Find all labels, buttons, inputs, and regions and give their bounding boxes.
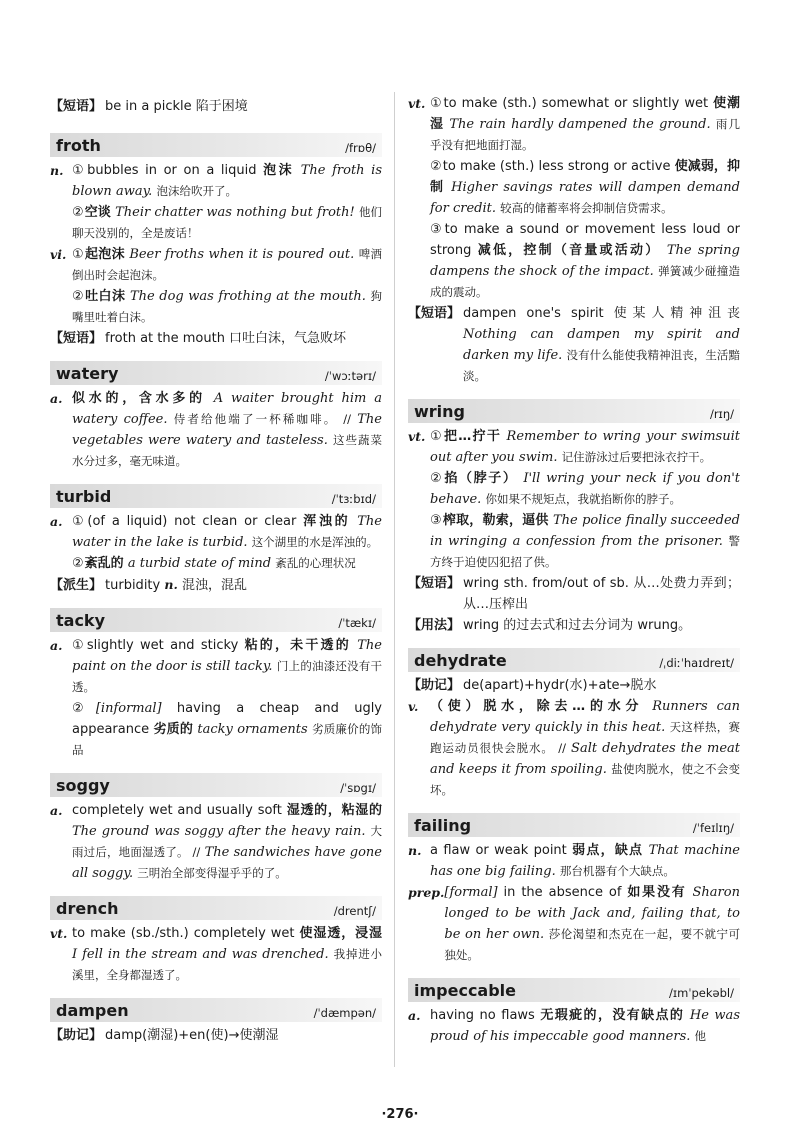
phrase-tag: 【短语】 bbox=[408, 306, 461, 321]
definition: in the absence of bbox=[503, 885, 622, 900]
chinese-gloss: 空谈 bbox=[84, 205, 111, 220]
example: The paint on the door is still tacky. bbox=[72, 638, 382, 674]
translation: 三明治全部变得湿乎乎的了。 bbox=[137, 866, 287, 880]
sense-number: ③ bbox=[430, 222, 444, 237]
chinese-gloss: 减低，控制（音量或活动） bbox=[477, 243, 661, 258]
headword-froth: froth bbox=[56, 136, 101, 155]
sense-impeccable-a bbox=[408, 1005, 740, 1047]
sense-number: ③ bbox=[430, 513, 442, 528]
derived-word: turbidity bbox=[105, 578, 161, 593]
pos-label: vi. bbox=[50, 247, 67, 262]
pos-label: a. bbox=[50, 391, 63, 406]
example: The ground was soggy after the heavy rain. bbox=[72, 824, 366, 839]
chinese-gloss: 混浊，混乱 bbox=[181, 578, 247, 593]
pos-label: n. bbox=[50, 163, 64, 178]
example: a turbid state of mind bbox=[127, 556, 272, 571]
chinese-gloss: 如果没有 bbox=[627, 885, 687, 900]
chinese-gloss: （使）脱水，除去…的水分 bbox=[430, 699, 644, 714]
translation: 这些蔬菜水分过多，毫无味道。 bbox=[72, 433, 382, 468]
chinese-gloss: 无瑕疵的，没有缺点的 bbox=[540, 1008, 685, 1023]
pronunciation-soggy: /ˈsɒgɪ/ bbox=[340, 781, 376, 795]
pos-label: a. bbox=[50, 803, 63, 818]
sense-dampen-vt bbox=[408, 93, 740, 303]
definition: having no flaws bbox=[430, 1008, 535, 1023]
entry-failing-header bbox=[408, 813, 740, 837]
phrase-text: froth at the mouth 口吐白沫，气急败坏 bbox=[105, 331, 347, 346]
headword-watery: watery bbox=[56, 364, 119, 383]
pos-label: vt. bbox=[50, 926, 68, 941]
chinese-gloss: 把…拧干 bbox=[443, 429, 502, 444]
pos-label: a. bbox=[50, 514, 63, 529]
entry-froth-header bbox=[50, 133, 382, 157]
translation: 我掉进小溪里，全身都湿透了。 bbox=[72, 947, 383, 982]
sense-turbid-a bbox=[50, 511, 382, 574]
example: Higher savings rates will dampen demand for credit. bbox=[430, 180, 740, 216]
pronunciation-failing: /ˈfeɪlɪŋ/ bbox=[692, 821, 734, 835]
translation: 没有什么能使我精神沮丧，生活黯淡。 bbox=[463, 348, 741, 383]
chinese-gloss: 吐白沫 bbox=[85, 289, 126, 304]
sense-froth-n bbox=[50, 160, 382, 244]
chinese-gloss: 使潮湿 bbox=[430, 96, 740, 132]
translation: 你如果不规矩点，我就掐断你的脖子。 bbox=[485, 492, 681, 506]
chinese-gloss: 泡沫 bbox=[263, 163, 295, 178]
translation: 天这样热，赛跑运动员很快会脱水。 // bbox=[430, 720, 741, 755]
sense-failing-prep bbox=[408, 882, 740, 966]
chinese-gloss: 似水的，含水多的 bbox=[72, 391, 206, 406]
entry-drench-header bbox=[50, 896, 382, 920]
mnemonic-tag: 【助记】 bbox=[408, 678, 461, 693]
mnemonic-dampen bbox=[50, 1025, 382, 1046]
sense-number: ① bbox=[72, 247, 84, 262]
example: The rain hardly dampened the ground. bbox=[449, 117, 711, 132]
sense-drench-vt bbox=[50, 923, 382, 986]
example: That machine has one big failing. bbox=[430, 843, 740, 879]
translation: 门上的油漆还没有干透。 bbox=[72, 659, 383, 694]
example: The water in the lake is turbid. bbox=[72, 514, 382, 550]
entry-soggy-header bbox=[50, 773, 382, 797]
chinese-gloss: 劣质的 bbox=[153, 722, 194, 737]
sense-number: ① bbox=[430, 429, 443, 444]
pronunciation-tacky: /ˈtækɪ/ bbox=[338, 616, 376, 630]
translation: 泡沫给吹开了。 bbox=[156, 184, 237, 198]
sense-number: ② bbox=[72, 556, 84, 571]
chinese-gloss: 湿透的，粘湿的 bbox=[286, 803, 382, 818]
sense-watery-a bbox=[50, 388, 382, 472]
translation: 啤酒倒出时会起泡沫。 bbox=[72, 247, 383, 282]
usage-tag: 【用法】 bbox=[408, 618, 461, 633]
definition: completely wet and usually soft bbox=[72, 803, 282, 818]
pronunciation-dampen: /ˈdæmpən/ bbox=[313, 1006, 376, 1020]
translation: 警方终于迫使囚犯招了供。 bbox=[430, 534, 741, 569]
phrase-tag: 【短语】 bbox=[50, 99, 103, 114]
example: Runners can dehydrate very quickly in this heat. bbox=[430, 699, 740, 735]
example: Their chatter was nothing but froth! bbox=[115, 205, 355, 220]
right-column bbox=[408, 86, 740, 1047]
example: Sharon longed to be with Jack and, failing that, to be on her own. bbox=[444, 885, 740, 942]
sense-soggy-a bbox=[50, 800, 382, 884]
phrase-tag: 【短语】 bbox=[50, 331, 103, 346]
example: I fell in the stream and was drenched. bbox=[72, 947, 329, 962]
mnemonic-text: damp(潮湿)+en(使)→使潮湿 bbox=[105, 1028, 279, 1043]
entry-turbid-header bbox=[50, 484, 382, 508]
headword-turbid: turbid bbox=[56, 487, 112, 506]
example: He was proud of his impeccable good manners. bbox=[430, 1008, 740, 1044]
chinese-gloss: 使湿透，浸湿 bbox=[299, 926, 382, 941]
pronunciation-dehydrate: /ˌdiːˈhaɪdreɪt/ bbox=[659, 656, 734, 670]
example: Nothing can dampen my spirit and darken my life. bbox=[463, 327, 740, 363]
pos-label: vt. bbox=[408, 429, 426, 444]
example: Remember to wring your swimsuit out after you swim. bbox=[430, 429, 740, 465]
sense-number: ② bbox=[72, 289, 85, 304]
example: Salt dehydrates the meat and keeps it from spoiling. bbox=[430, 741, 740, 777]
mnemonic-tag: 【助记】 bbox=[50, 1028, 103, 1043]
sense-froth-vi bbox=[50, 244, 382, 328]
definition: to make (sth.) less strong or active bbox=[442, 159, 671, 174]
definition: bubbles in or on a liquid bbox=[87, 163, 257, 178]
sense-dehydrate-v bbox=[408, 696, 740, 801]
translation: 紊乱的心理状况 bbox=[275, 556, 356, 570]
example: The dog was frothing at the mouth. bbox=[129, 289, 366, 304]
example: Beer froths when it is poured out. bbox=[129, 247, 355, 262]
definition: slightly wet and sticky bbox=[86, 638, 239, 653]
phrase-dampen bbox=[408, 303, 740, 387]
example: The froth is blown away. bbox=[72, 163, 382, 199]
translation: 他 bbox=[694, 1029, 707, 1043]
sense-wring-vt bbox=[408, 426, 740, 573]
translation: 莎伦渴望和杰克在一起，要不就宁可独处。 bbox=[444, 927, 740, 962]
phrase-text: wring sth. from/out of sb. 从…处费力弄到；从…压榨出 bbox=[463, 576, 740, 612]
chinese-gloss: 榨取，勒索，逼供 bbox=[442, 513, 549, 528]
headword-soggy: soggy bbox=[56, 776, 110, 795]
translation: 狗嘴里吐着白沫。 bbox=[72, 289, 383, 324]
example: The police finally succeeded in wringing a confession from the prisoner. bbox=[430, 513, 740, 549]
translation: 较高的储蓄率将会抑制信贷需求。 bbox=[500, 201, 673, 215]
pos-label: n. bbox=[408, 843, 422, 858]
example: The sandwiches have gone all soggy. bbox=[72, 845, 382, 881]
definition: a flaw or weak point bbox=[430, 843, 567, 858]
pos-label: n. bbox=[164, 577, 178, 592]
headword-dehydrate: dehydrate bbox=[414, 651, 507, 670]
column-divider bbox=[394, 92, 395, 1067]
chinese-gloss: 使减弱，抑制 bbox=[430, 159, 740, 195]
pronunciation-drench: /drentʃ/ bbox=[333, 904, 376, 918]
translation: 雨几乎没有把地面打湿。 bbox=[430, 117, 740, 152]
sense-failing-n bbox=[408, 840, 740, 882]
entry-wring-header bbox=[408, 399, 740, 423]
sense-number: ① bbox=[430, 96, 443, 111]
pronunciation-wring: /rɪŋ/ bbox=[709, 407, 734, 421]
derivation-tag: 【派生】 bbox=[50, 578, 103, 593]
mnemonic-text: de(apart)+hydr(水)+ate→脱水 bbox=[463, 678, 657, 693]
sense-number: ② bbox=[72, 205, 84, 220]
entry-dampen-header bbox=[50, 998, 382, 1022]
entry-dehydrate-header bbox=[408, 648, 740, 672]
phrase-text: dampen one's spirit 使某人精神沮丧 bbox=[463, 306, 740, 321]
translation: 盐使肉脱水，使之不会变坏。 bbox=[430, 762, 741, 797]
usage-text: wring 的过去式和过去分词为 wrung。 bbox=[463, 618, 692, 633]
definition: to make (sb./sth.) completely wet bbox=[72, 926, 295, 941]
chinese-gloss: 浑浊的 bbox=[303, 514, 351, 529]
phrase-froth bbox=[50, 328, 382, 349]
translation: 弹簧减少碰撞造成的震动。 bbox=[430, 264, 741, 299]
usage-wring bbox=[408, 615, 740, 636]
headword-drench: drench bbox=[56, 899, 119, 918]
translation: 记住游泳过后要把泳衣拧干。 bbox=[561, 450, 712, 464]
entry-tacky-header bbox=[50, 608, 382, 632]
entry-impeccable-header bbox=[408, 978, 740, 1002]
phrase-text: be in a pickle 陷于困境 bbox=[105, 99, 248, 114]
definition: to make a sound or movement less loud or strong bbox=[430, 222, 740, 258]
pos-label: a. bbox=[408, 1008, 421, 1023]
sense-number: ① bbox=[72, 514, 87, 529]
example: The vegetables were watery and tasteless. bbox=[72, 412, 382, 448]
page-number: ·276· bbox=[381, 1107, 419, 1122]
phrase-tag: 【短语】 bbox=[408, 576, 461, 591]
headword-failing: failing bbox=[414, 816, 472, 835]
translation: 那台机器有个大缺点。 bbox=[559, 864, 675, 878]
sense-number: ② bbox=[430, 159, 442, 174]
sense-tacky-a bbox=[50, 635, 382, 761]
pos-label: vt. bbox=[408, 96, 426, 111]
chinese-gloss: 掐（脖子） bbox=[444, 471, 518, 486]
chinese-gloss: 粘的，未干透的 bbox=[244, 638, 351, 653]
sense-number: ① bbox=[72, 163, 87, 178]
entry-watery-header bbox=[50, 361, 382, 385]
chinese-gloss: 紊乱的 bbox=[84, 556, 124, 571]
headword-tacky: tacky bbox=[56, 611, 105, 630]
pronunciation-watery: /ˈwɔːtərɪ/ bbox=[324, 369, 376, 383]
pos-label: prep. bbox=[408, 885, 445, 900]
phrase-wring bbox=[408, 573, 740, 615]
example: I'll wring your neck if you don't behave. bbox=[430, 471, 740, 507]
sense-number: ② bbox=[72, 701, 95, 716]
example: The spring dampens the shock of the impact. bbox=[430, 243, 740, 279]
pos-label: a. bbox=[50, 638, 63, 653]
definition: having a cheap and ugly appearance bbox=[72, 701, 382, 737]
register-label: [formal] bbox=[444, 885, 498, 900]
sense-number: ② bbox=[430, 471, 444, 486]
pronunciation-turbid: /ˈtɜːbɪd/ bbox=[331, 492, 376, 506]
phrase-pickle bbox=[50, 96, 382, 117]
headword-impeccable: impeccable bbox=[414, 981, 517, 1000]
example: tacky ornaments bbox=[197, 722, 308, 737]
headword-wring: wring bbox=[414, 402, 465, 421]
chinese-gloss: 起泡沫 bbox=[84, 247, 125, 262]
translation: 大雨过后，地面湿透了。 // bbox=[72, 824, 382, 859]
translation: 他们聊天没别的，全是废话！ bbox=[72, 205, 383, 240]
translation: 侍者给他端了一杯稀咖啡。 // bbox=[173, 412, 351, 426]
pos-label: v. bbox=[408, 699, 419, 714]
pronunciation-froth: /frɒθ/ bbox=[345, 141, 376, 155]
translation: 这个湖里的水是浑浊的。 bbox=[251, 535, 379, 549]
example: A waiter brought him a watery coffee. bbox=[72, 391, 382, 427]
headword-dampen: dampen bbox=[56, 1001, 129, 1020]
definition: to make (sth.) somewhat or slightly wet bbox=[443, 96, 709, 111]
chinese-gloss: 弱点，缺点 bbox=[572, 843, 644, 858]
translation: 劣质廉价的饰品 bbox=[72, 722, 383, 757]
definition: (of a liquid) not clean or clear bbox=[87, 514, 297, 529]
register-label: [informal] bbox=[95, 701, 162, 716]
mnemonic-dehydrate bbox=[408, 675, 740, 696]
sense-number: ① bbox=[72, 638, 86, 653]
pronunciation-impeccable: /ɪmˈpekəbl/ bbox=[669, 986, 734, 1000]
derivation-turbid bbox=[50, 574, 382, 596]
left-column bbox=[50, 86, 382, 1046]
